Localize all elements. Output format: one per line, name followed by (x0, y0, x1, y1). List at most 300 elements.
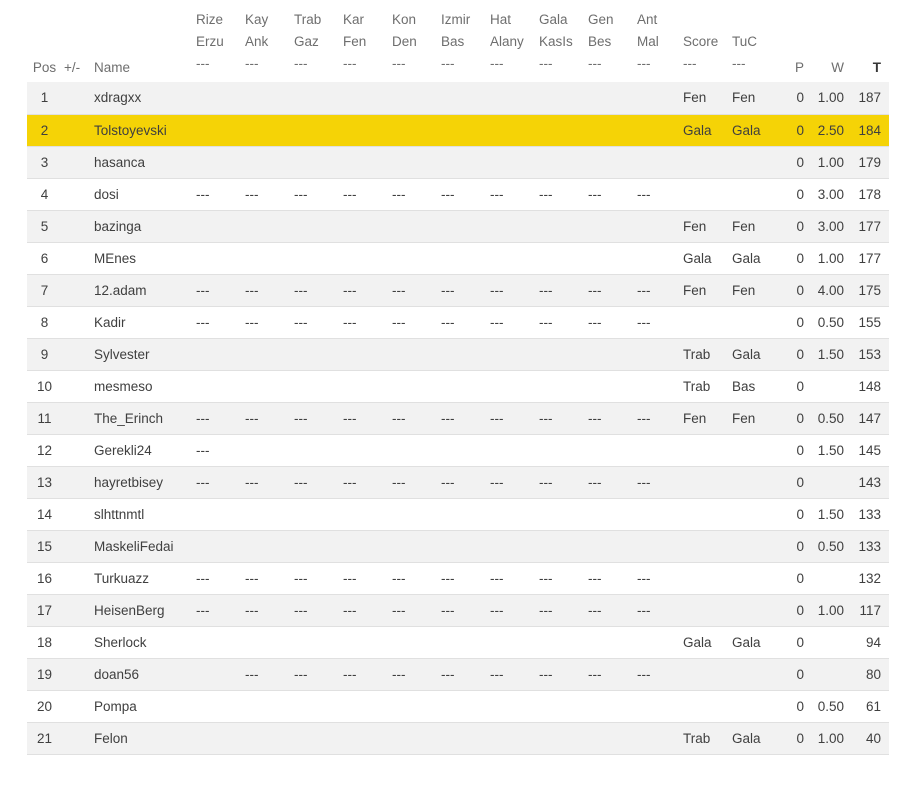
match-pick-cell-7 (484, 82, 533, 114)
match-pick-cell-3 (288, 690, 337, 722)
match-pick-cell-2 (239, 498, 288, 530)
match-pick-cell-4: --- (337, 178, 386, 210)
total-cell: 40 (852, 722, 889, 754)
player-name-cell: xdragxx (92, 82, 190, 114)
player-name-cell: MaskeliFedai (92, 530, 190, 562)
points-cell: 0 (777, 338, 812, 370)
player-name-cell: doan56 (92, 658, 190, 690)
position-cell: 17 (27, 594, 62, 626)
match-pick-cell-2: --- (239, 274, 288, 306)
table-header (27, 0, 889, 82)
match-pick-cell-10 (631, 434, 680, 466)
match-pick-cell-5: --- (386, 178, 435, 210)
player-name-cell: Turkuazz (92, 562, 190, 594)
match-pick-cell-3: --- (288, 306, 337, 338)
column-header-match-9 (582, 0, 631, 82)
position-cell: 13 (27, 466, 62, 498)
total-cell: 155 (852, 306, 889, 338)
match-pick-cell-8 (533, 114, 582, 146)
match-pick-cell-5 (386, 210, 435, 242)
match-pick-cell-10: --- (631, 466, 680, 498)
match-pick-cell-10 (631, 82, 680, 114)
match-header-line: KasIs (539, 34, 573, 49)
tuc-cell: Fen (729, 82, 777, 114)
match-pick-cell-1: --- (190, 274, 239, 306)
weekly-cell: 4.00 (812, 274, 852, 306)
total-cell: 179 (852, 146, 889, 178)
match-pick-cell-5: --- (386, 274, 435, 306)
tuc-cell (729, 146, 777, 178)
match-pick-cell-3: --- (288, 594, 337, 626)
match-pick-cell-6: --- (435, 274, 484, 306)
change-cell (62, 338, 92, 370)
column-header-points: P (794, 60, 804, 75)
match-pick-cell-9 (582, 114, 631, 146)
match-header-line: Trab (294, 12, 322, 27)
match-pick-cell-9 (582, 626, 631, 658)
match-pick-cell-4 (337, 82, 386, 114)
weekly-cell: 1.50 (812, 498, 852, 530)
tuc-cell (729, 466, 777, 498)
match-pick-cell-7: --- (484, 594, 533, 626)
position-cell: 9 (27, 338, 62, 370)
position-cell: 19 (27, 658, 62, 690)
weekly-cell: 1.00 (812, 82, 852, 114)
match-pick-cell-3 (288, 114, 337, 146)
player-name-cell: HeisenBerg (92, 594, 190, 626)
column-header-match-2 (239, 0, 288, 82)
column-header-change: +/- (64, 60, 81, 75)
match-pick-cell-1 (190, 626, 239, 658)
match-pick-cell-10: --- (631, 594, 680, 626)
change-cell (62, 82, 92, 114)
player-row (27, 658, 889, 690)
match-pick-cell-5 (386, 242, 435, 274)
column-header-score (680, 0, 729, 82)
match-pick-cell-8: --- (533, 466, 582, 498)
header-row (27, 0, 889, 82)
player-row (27, 178, 889, 210)
player-row (27, 242, 889, 274)
match-pick-cell-9 (582, 210, 631, 242)
player-row (27, 594, 889, 626)
total-cell: 143 (852, 466, 889, 498)
score-cell (680, 690, 729, 722)
match-pick-cell-6 (435, 242, 484, 274)
match-pick-cell-5 (386, 434, 435, 466)
position-cell: 18 (27, 626, 62, 658)
match-pick-cell-2: --- (239, 658, 288, 690)
weekly-cell: 0.50 (812, 402, 852, 434)
match-pick-cell-3 (288, 370, 337, 402)
match-pick-cell-8 (533, 338, 582, 370)
match-header-line: --- (588, 56, 602, 71)
total-cell: 147 (852, 402, 889, 434)
match-pick-cell-1: --- (190, 178, 239, 210)
match-pick-cell-8: --- (533, 658, 582, 690)
player-row (27, 146, 889, 178)
match-pick-cell-9 (582, 434, 631, 466)
change-cell (62, 594, 92, 626)
match-pick-cell-4 (337, 146, 386, 178)
score-cell (680, 306, 729, 338)
total-cell: 61 (852, 690, 889, 722)
player-name-cell: 12.adam (92, 274, 190, 306)
change-cell (62, 242, 92, 274)
match-pick-cell-3: --- (288, 562, 337, 594)
match-pick-cell-8: --- (533, 402, 582, 434)
points-cell: 0 (777, 146, 812, 178)
column-header-name: Name (94, 60, 131, 75)
match-pick-cell-2 (239, 242, 288, 274)
match-pick-cell-7: --- (484, 402, 533, 434)
match-pick-cell-2: --- (239, 466, 288, 498)
match-pick-cell-1 (190, 210, 239, 242)
player-row (27, 210, 889, 242)
match-pick-cell-6 (435, 626, 484, 658)
match-pick-cell-2: --- (239, 306, 288, 338)
score-cell: Gala (680, 114, 729, 146)
position-cell: 4 (27, 178, 62, 210)
position-cell: 6 (27, 242, 62, 274)
match-pick-cell-10 (631, 626, 680, 658)
position-cell: 15 (27, 530, 62, 562)
change-cell (62, 562, 92, 594)
match-pick-cell-7 (484, 210, 533, 242)
tuc-cell (729, 306, 777, 338)
player-row (27, 370, 889, 402)
tuc-cell: Bas (729, 370, 777, 402)
player-row (27, 306, 889, 338)
weekly-cell: 1.50 (812, 434, 852, 466)
weekly-cell (812, 370, 852, 402)
position-cell: 1 (27, 82, 62, 114)
position-cell: 12 (27, 434, 62, 466)
change-cell (62, 114, 92, 146)
match-pick-cell-9: --- (582, 178, 631, 210)
score-cell: Fen (680, 274, 729, 306)
points-cell: 0 (777, 274, 812, 306)
change-cell (62, 306, 92, 338)
match-header-line: --- (196, 56, 210, 71)
match-header-line: Den (392, 34, 417, 49)
match-pick-cell-3 (288, 722, 337, 754)
points-cell: 0 (777, 370, 812, 402)
match-pick-cell-2 (239, 146, 288, 178)
position-cell: 7 (27, 274, 62, 306)
weekly-cell: 1.00 (812, 146, 852, 178)
match-pick-cell-8 (533, 498, 582, 530)
position-cell: 11 (27, 402, 62, 434)
total-cell: 94 (852, 626, 889, 658)
match-header-line: --- (343, 56, 357, 71)
match-pick-cell-5: --- (386, 562, 435, 594)
weekly-cell: 1.00 (812, 722, 852, 754)
change-cell (62, 722, 92, 754)
match-pick-cell-3 (288, 210, 337, 242)
match-pick-cell-10: --- (631, 306, 680, 338)
change-cell (62, 498, 92, 530)
change-cell (62, 178, 92, 210)
points-cell: 0 (777, 434, 812, 466)
tuc-dash: --- (732, 56, 746, 71)
score-cell: Fen (680, 210, 729, 242)
match-pick-cell-4 (337, 722, 386, 754)
player-row (27, 274, 889, 306)
match-pick-cell-4 (337, 114, 386, 146)
match-pick-cell-4 (337, 498, 386, 530)
score-cell: Trab (680, 370, 729, 402)
match-pick-cell-2 (239, 210, 288, 242)
player-name-cell: Gerekli24 (92, 434, 190, 466)
tuc-label: TuC (732, 34, 758, 49)
match-pick-cell-4: --- (337, 402, 386, 434)
player-row (27, 498, 889, 530)
tuc-cell (729, 594, 777, 626)
match-pick-cell-9 (582, 690, 631, 722)
match-pick-cell-9 (582, 242, 631, 274)
match-pick-cell-6 (435, 530, 484, 562)
change-cell (62, 274, 92, 306)
match-pick-cell-5 (386, 338, 435, 370)
tuc-cell (729, 434, 777, 466)
match-pick-cell-9 (582, 82, 631, 114)
match-pick-cell-8 (533, 626, 582, 658)
total-cell: 145 (852, 434, 889, 466)
match-pick-cell-2 (239, 338, 288, 370)
match-header-line: --- (245, 56, 259, 71)
match-pick-cell-6: --- (435, 658, 484, 690)
tuc-cell: Fen (729, 274, 777, 306)
player-row (27, 562, 889, 594)
score-cell: Trab (680, 338, 729, 370)
position-cell: 14 (27, 498, 62, 530)
score-cell (680, 178, 729, 210)
column-header-weekly: W (831, 60, 844, 75)
match-pick-cell-3 (288, 530, 337, 562)
match-pick-cell-6 (435, 338, 484, 370)
points-cell: 0 (777, 498, 812, 530)
match-header-line: --- (490, 56, 504, 71)
score-cell (680, 562, 729, 594)
match-pick-cell-3: --- (288, 274, 337, 306)
match-pick-cell-6 (435, 370, 484, 402)
match-pick-cell-9 (582, 146, 631, 178)
match-pick-cell-1 (190, 114, 239, 146)
match-header-line: --- (392, 56, 406, 71)
match-header-line: Gaz (294, 34, 319, 49)
match-pick-cell-10: --- (631, 658, 680, 690)
match-pick-cell-4 (337, 370, 386, 402)
match-header-line: Izmir (441, 12, 471, 27)
match-header-line: Ant (637, 12, 658, 27)
match-pick-cell-8: --- (533, 594, 582, 626)
match-pick-cell-10 (631, 114, 680, 146)
weekly-cell: 1.50 (812, 338, 852, 370)
change-cell (62, 530, 92, 562)
match-pick-cell-2 (239, 690, 288, 722)
player-row (27, 82, 889, 114)
match-pick-cell-6 (435, 690, 484, 722)
match-pick-cell-8 (533, 370, 582, 402)
player-name-cell: slhttnmtl (92, 498, 190, 530)
match-header-line: Rize (196, 12, 224, 27)
player-name-cell: Kadir (92, 306, 190, 338)
weekly-cell (812, 626, 852, 658)
match-pick-cell-7 (484, 434, 533, 466)
match-header-line: Kay (245, 12, 269, 27)
match-pick-cell-10 (631, 338, 680, 370)
player-row (27, 690, 889, 722)
match-pick-cell-1: --- (190, 466, 239, 498)
standings-table (27, 0, 889, 755)
match-pick-cell-10 (631, 498, 680, 530)
match-pick-cell-7 (484, 370, 533, 402)
column-header-pos: Pos (32, 60, 57, 75)
player-row (27, 722, 889, 754)
match-pick-cell-5 (386, 114, 435, 146)
weekly-cell: 2.50 (812, 114, 852, 146)
match-pick-cell-3: --- (288, 178, 337, 210)
match-pick-cell-1: --- (190, 594, 239, 626)
match-pick-cell-8 (533, 82, 582, 114)
player-name-cell: MEnes (92, 242, 190, 274)
column-header-match-5 (386, 0, 435, 82)
match-pick-cell-8 (533, 434, 582, 466)
match-pick-cell-10: --- (631, 562, 680, 594)
match-pick-cell-5: --- (386, 306, 435, 338)
points-cell: 0 (777, 690, 812, 722)
match-pick-cell-2: --- (239, 178, 288, 210)
match-pick-cell-4 (337, 626, 386, 658)
weekly-cell: 3.00 (812, 178, 852, 210)
match-header-line: --- (539, 56, 553, 71)
change-cell (62, 466, 92, 498)
tuc-cell (729, 178, 777, 210)
score-cell (680, 434, 729, 466)
match-pick-cell-5: --- (386, 402, 435, 434)
match-pick-cell-9 (582, 722, 631, 754)
weekly-cell: 3.00 (812, 210, 852, 242)
weekly-cell (812, 562, 852, 594)
match-pick-cell-7: --- (484, 306, 533, 338)
column-header-match-7 (484, 0, 533, 82)
match-pick-cell-9 (582, 338, 631, 370)
match-pick-cell-5: --- (386, 658, 435, 690)
tuc-cell (729, 658, 777, 690)
column-header-match-10 (631, 0, 680, 82)
change-cell (62, 146, 92, 178)
score-dash: --- (683, 56, 697, 71)
match-pick-cell-10 (631, 530, 680, 562)
match-pick-cell-9: --- (582, 402, 631, 434)
total-cell: 132 (852, 562, 889, 594)
column-header-match-8 (533, 0, 582, 82)
match-pick-cell-10 (631, 210, 680, 242)
match-pick-cell-8 (533, 690, 582, 722)
tuc-cell (729, 562, 777, 594)
points-cell: 0 (777, 530, 812, 562)
match-pick-cell-6: --- (435, 562, 484, 594)
change-cell (62, 658, 92, 690)
position-cell: 20 (27, 690, 62, 722)
match-header-line: Gala (539, 12, 568, 27)
match-pick-cell-7 (484, 530, 533, 562)
player-name-cell: hayretbisey (92, 466, 190, 498)
match-pick-cell-5 (386, 626, 435, 658)
score-cell: Gala (680, 626, 729, 658)
position-cell: 2 (27, 114, 62, 146)
total-cell: 148 (852, 370, 889, 402)
points-cell: 0 (777, 722, 812, 754)
match-pick-cell-5 (386, 82, 435, 114)
match-pick-cell-9 (582, 498, 631, 530)
match-pick-cell-1 (190, 370, 239, 402)
player-name-cell: Tolstoyevski (92, 114, 190, 146)
tuc-cell: Fen (729, 210, 777, 242)
match-pick-cell-9: --- (582, 466, 631, 498)
player-row (27, 434, 889, 466)
weekly-cell (812, 658, 852, 690)
match-pick-cell-6 (435, 434, 484, 466)
position-cell: 8 (27, 306, 62, 338)
match-pick-cell-4: --- (337, 594, 386, 626)
match-pick-cell-6: --- (435, 402, 484, 434)
match-pick-cell-4 (337, 434, 386, 466)
match-pick-cell-1 (190, 82, 239, 114)
total-cell: 153 (852, 338, 889, 370)
match-pick-cell-2 (239, 114, 288, 146)
match-pick-cell-9: --- (582, 658, 631, 690)
player-name-cell: hasanca (92, 146, 190, 178)
position-cell: 21 (27, 722, 62, 754)
match-pick-cell-1: --- (190, 434, 239, 466)
points-cell: 0 (777, 114, 812, 146)
match-pick-cell-1 (190, 338, 239, 370)
score-cell: Trab (680, 722, 729, 754)
player-name-cell: dosi (92, 178, 190, 210)
player-name-cell: mesmeso (92, 370, 190, 402)
match-header-line: Kon (392, 12, 417, 27)
match-pick-cell-10 (631, 690, 680, 722)
match-pick-cell-2 (239, 530, 288, 562)
player-row (27, 466, 889, 498)
match-pick-cell-3 (288, 498, 337, 530)
match-header-line: Mal (637, 34, 659, 49)
match-pick-cell-3 (288, 82, 337, 114)
match-pick-cell-5 (386, 722, 435, 754)
weekly-cell (812, 466, 852, 498)
points-cell: 0 (777, 402, 812, 434)
match-pick-cell-7 (484, 114, 533, 146)
column-header-match-3 (288, 0, 337, 82)
match-pick-cell-6: --- (435, 178, 484, 210)
match-pick-cell-4 (337, 690, 386, 722)
tuc-cell: Gala (729, 722, 777, 754)
match-pick-cell-1 (190, 498, 239, 530)
tuc-cell (729, 690, 777, 722)
total-cell: 177 (852, 242, 889, 274)
tuc-cell: Gala (729, 626, 777, 658)
match-pick-cell-1: --- (190, 402, 239, 434)
match-pick-cell-5 (386, 498, 435, 530)
position-cell: 3 (27, 146, 62, 178)
match-pick-cell-7: --- (484, 274, 533, 306)
change-cell (62, 690, 92, 722)
match-pick-cell-2 (239, 82, 288, 114)
match-pick-cell-2: --- (239, 562, 288, 594)
match-pick-cell-10: --- (631, 402, 680, 434)
